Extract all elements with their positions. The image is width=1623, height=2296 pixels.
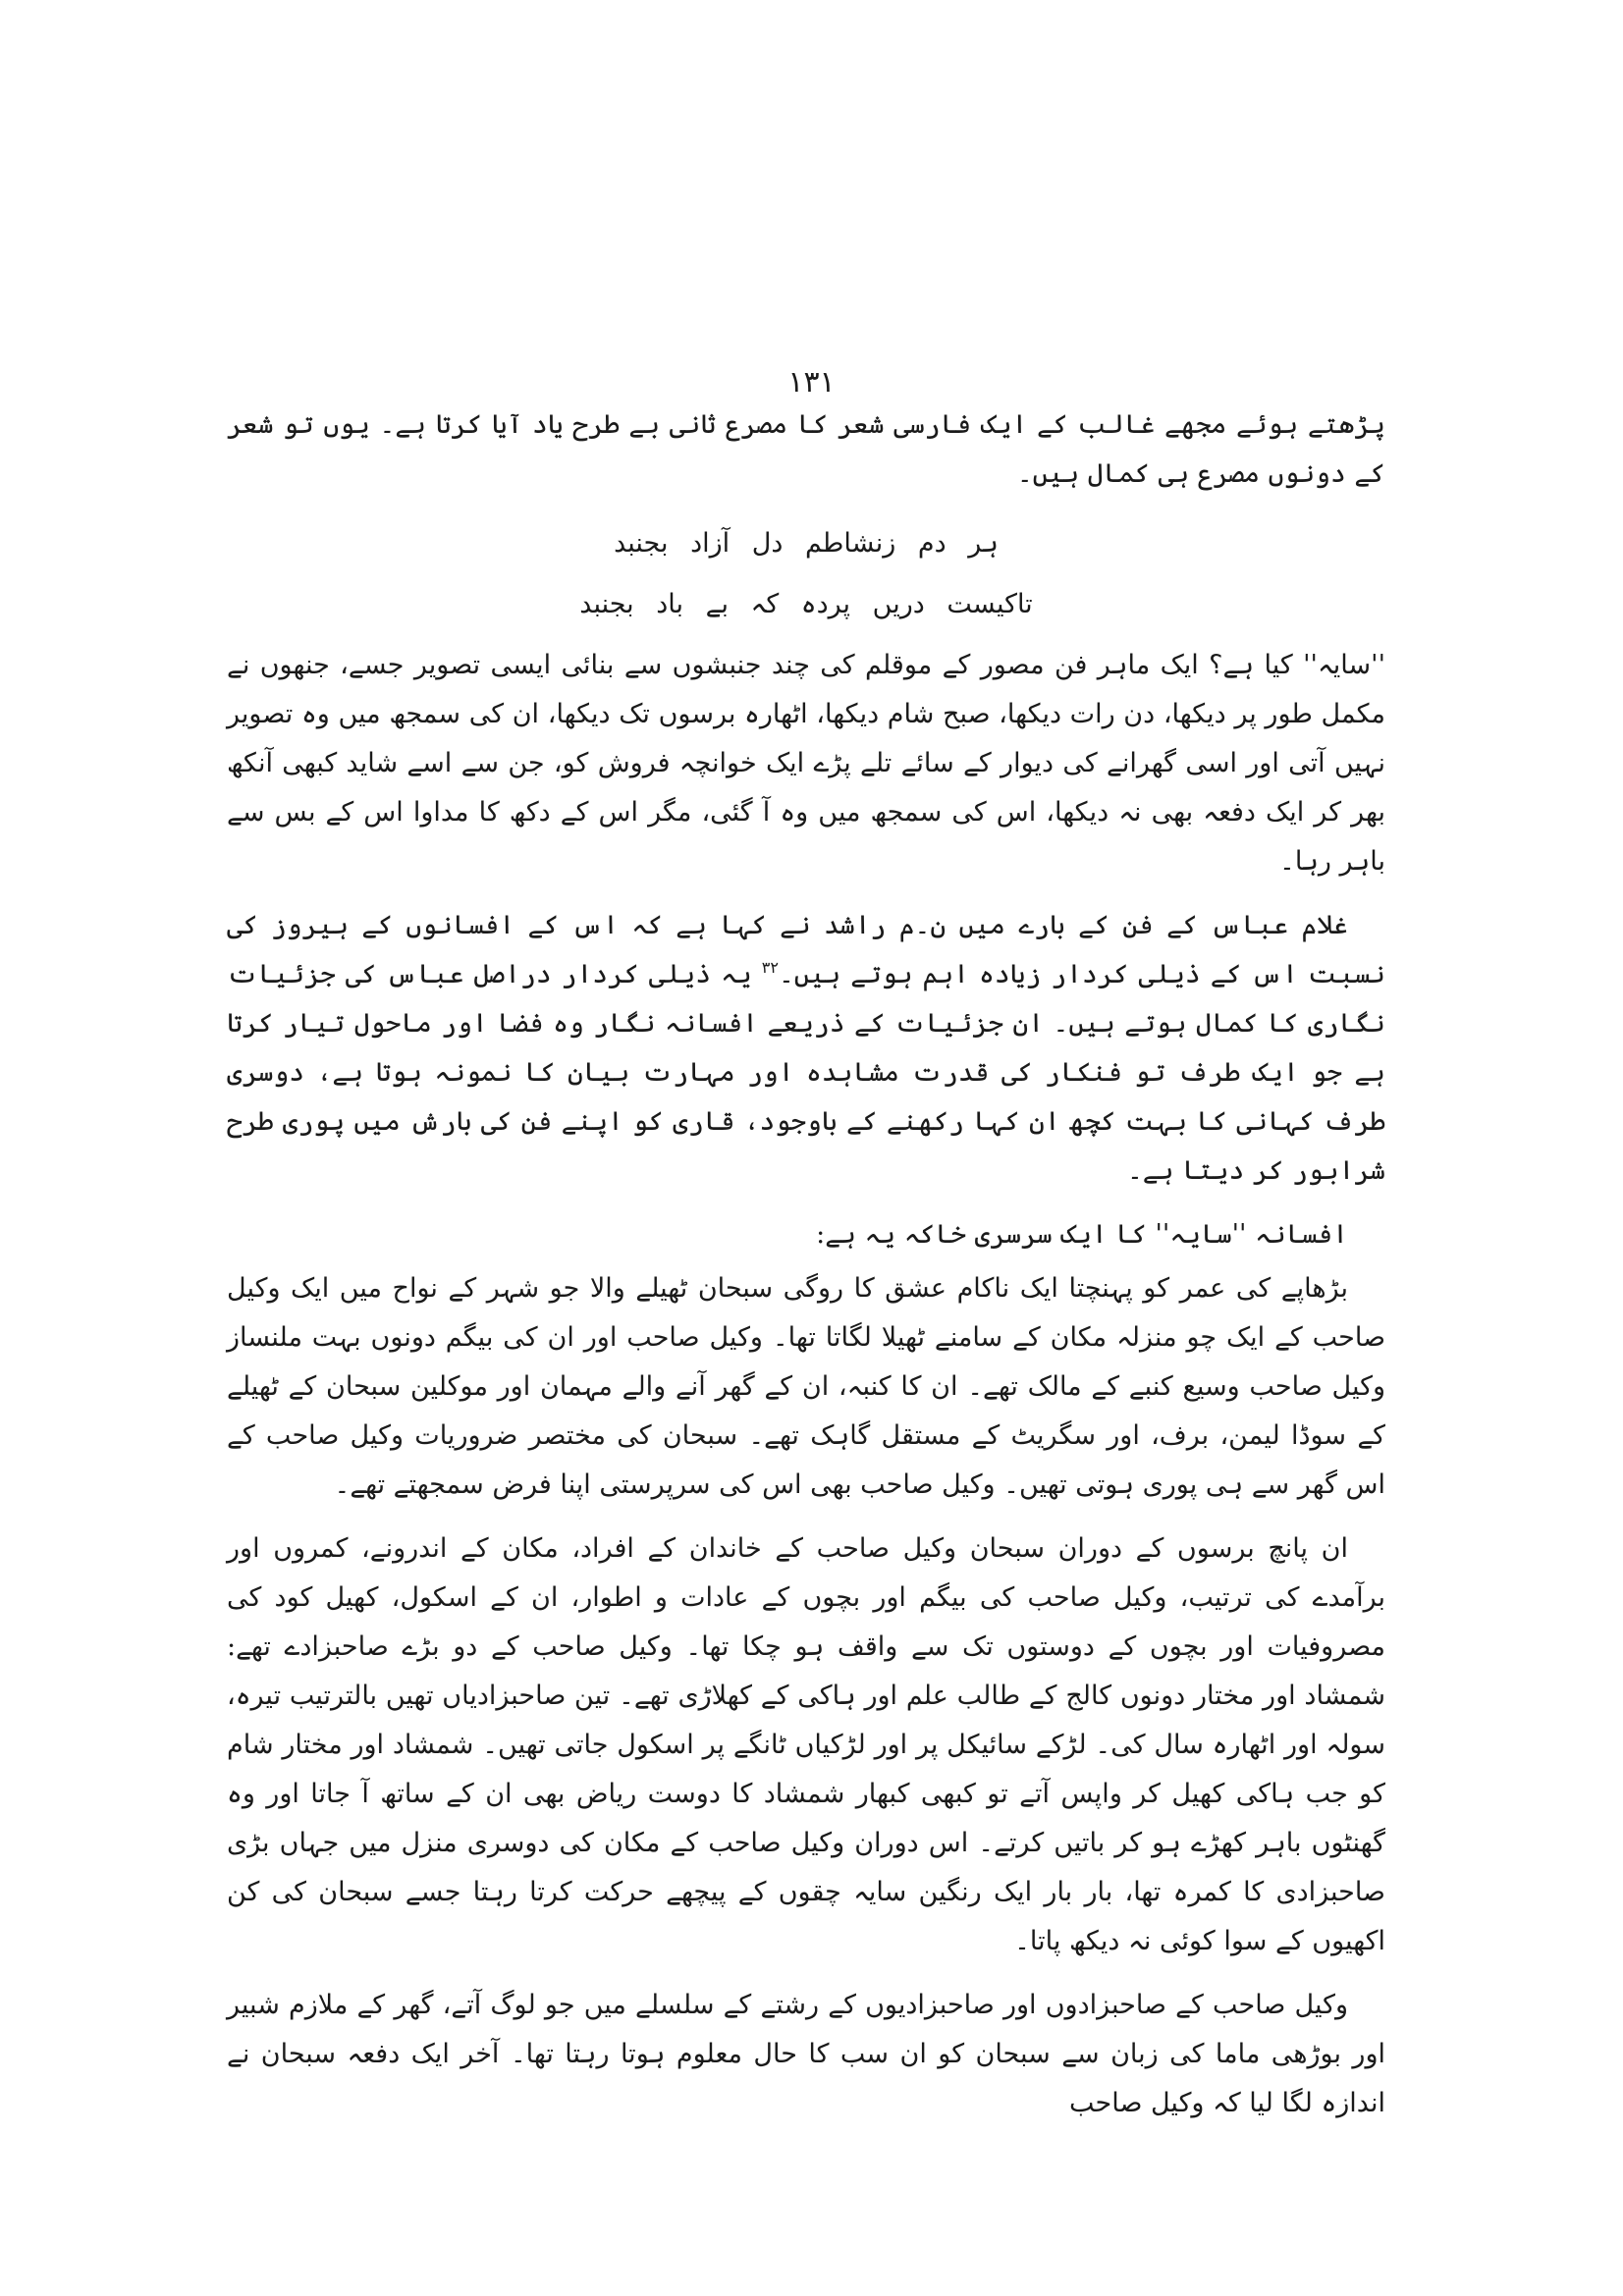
paragraph-outline-intro: افسانہ ''سایہ'' کا ایک سرسری خاکہ یہ ہے:: [816, 1219, 1348, 1250]
paragraph-intro: پڑھتے ہوئے مجھے غالب کے ایک فارسی شعر کا مصرع ثانی بے طرح یاد آیا کرتا ہے۔ یوں تو شعر کے دونوں مصرع ہی کمال ہیں۔: [227, 409, 1385, 489]
paragraph-ghulam-abbas-art: [227, 901, 1385, 1196]
paragraph-five-years: ان پانچ برسوں کے دوران سبحان وکیل صاحب کے خاندان کے افراد، مکان کے اندرونے، کمروں اور برآمدے کی ترتیب، وکیل صاحب کی بیگم اور بچوں کے عادات و اطوار، ان کے اسکول، کھیل کود کی مصروفیات اور بچوں کے دوستوں تک سے واقف ہو چکا تھا۔ وکیل صاحب کے دو بڑے صاحبزادے تھے: شمشاد اور مختار دونوں کالج کے طالب علم اور ہاکی کے کھلاڑی تھے۔ تین صاحبزادیاں تھیں بالترتیب تیرہ، سولہ اور اٹھارہ سال کی۔ لڑکے سائیکل پر اور لڑکیاں ٹانگے پر اسکول جاتی تھیں۔ شمشاد اور مختار شام کو جب ہاکی کھیل کر واپس آتے تو کبھی کبھار شمشاد کا دوست ریاض بھی ان کے ساتھ آ جاتا اور وہ گھنٹوں باہر کھڑے ہو کر باتیں کرتے۔ اس دوران وکیل صاحب کے مکان کی دوسری منزل میں جہاں بڑی صاحبزادی کا کمرہ تھا، بار بار ایک رنگین سایہ چقوں کے پیچھے حرکت کرتا رہتا جسے سبحان کی کن اکھیوں کے سوا کوئی نہ دیکھ پاتا۔: [227, 1533, 1385, 1956]
footnote-marker: ۳۲: [761, 958, 779, 977]
verse-line-2: تاکیست دریں پردہ کہ بے باد بجنبد: [579, 589, 1033, 619]
paragraph-subhan-story: بڑھاپے کی عمر کو پہنچتا ایک ناکام عشق کا روگی سبحان ٹھیلے والا جو شہر کے نواح میں ایک وکیل صاحب کے ایک چو منزلہ مکان کے سامنے ٹھیلا لگاتا تھا۔ وکیل صاحب اور ان کی بیگم دونوں بہت ملنساز وکیل صاحب وسیع کنبے کے مالک تھے۔ ان کا کنبہ، ان کے گھر آنے والے مہمان اور موکلین سبحان کے ٹھیلے کے سوڈا لیمن، برف، اور سگریٹ کے مستقل گاہک تھے۔ سبحان کی مختصر ضروریات وکیل صاحب کے اس گھر سے ہی پوری ہوتی تھیں۔ وکیل صاحب بھی اس کی سرپرستی اپنا فرض سمجھتے تھے۔: [227, 1273, 1385, 1500]
page-number: ۱۳۱: [787, 365, 836, 400]
verse-line-1: ہر دم زنشاطم دل آزاد بجنبد: [614, 528, 999, 559]
paragraph-marriage-proposals: وکیل صاحب کے صاحبزادوں اور صاحبزادیوں کے رشتے کے سلسلے میں جو لوگ آتے، گھر کے ملازم شبیر اور بوڑھی ماما کی زبان سے سبحان کو ان سب کا حال معلوم ہوتا رہتا تھا۔ آخر ایک دفعہ سبحان نے اندازہ لگا لیا کہ وکیل صاحب: [227, 1990, 1385, 2118]
paragraph-ghulam-abbas-art-part1: غلام عباس کے فن کے بارے میں ن۔م راشد نے کہا ہے کہ اس کے افسانوں کے ہیروز کی نسبت اس کے ذیلی کردار زیادہ اہم ہوتے ہیں۔: [227, 910, 1385, 989]
body-text: [227, 400, 1385, 2143]
paragraph-ghulam-abbas-art-part2: یہ ذیلی کردار دراصل عباس کی جزئیات نگاری کا کمال ہوتے ہیں۔ ان جزئیات کے ذریعے افسانہ نگار وہ فضا اور ماحول تیار کرتا ہے جو ایک طرف تو فنکار کی قدرت مشاہدہ اور مہارت بیان کا نمونہ ہوتا ہے، دوسری طرف کہانی کا بہت کچھ ان کہا رکھنے کے باوجود، قاری کو اپنے فن کی بارش میں پوری طرح شرابور کر دیتا ہے۔: [227, 959, 1385, 1186]
paragraph-saya-definition: ''سایہ'' کیا ہے؟ ایک ماہر فن مصور کے موقلم کی چند جنبشوں سے بنائی ایسی تصویر جسے، جنھوں نے مکمل طور پر دیکھا، دن رات دیکھا، صبح شام دیکھا، اٹھارہ برسوں تک دیکھا، ان کی سمجھ میں وہ تصویر نہیں آتی اور اسی گھرانے کی دیوار کے سائے تلے پڑے ایک خوانچہ فروش کو، جن سے اسے شاید کبھی آنکھ بھر کر ایک دفعہ بھی نہ دیکھا، اس کی سمجھ میں وہ آ گئی، مگر اس کے دکھ کا مداوا اس کے بس سے باہر رہا۔: [227, 650, 1385, 877]
